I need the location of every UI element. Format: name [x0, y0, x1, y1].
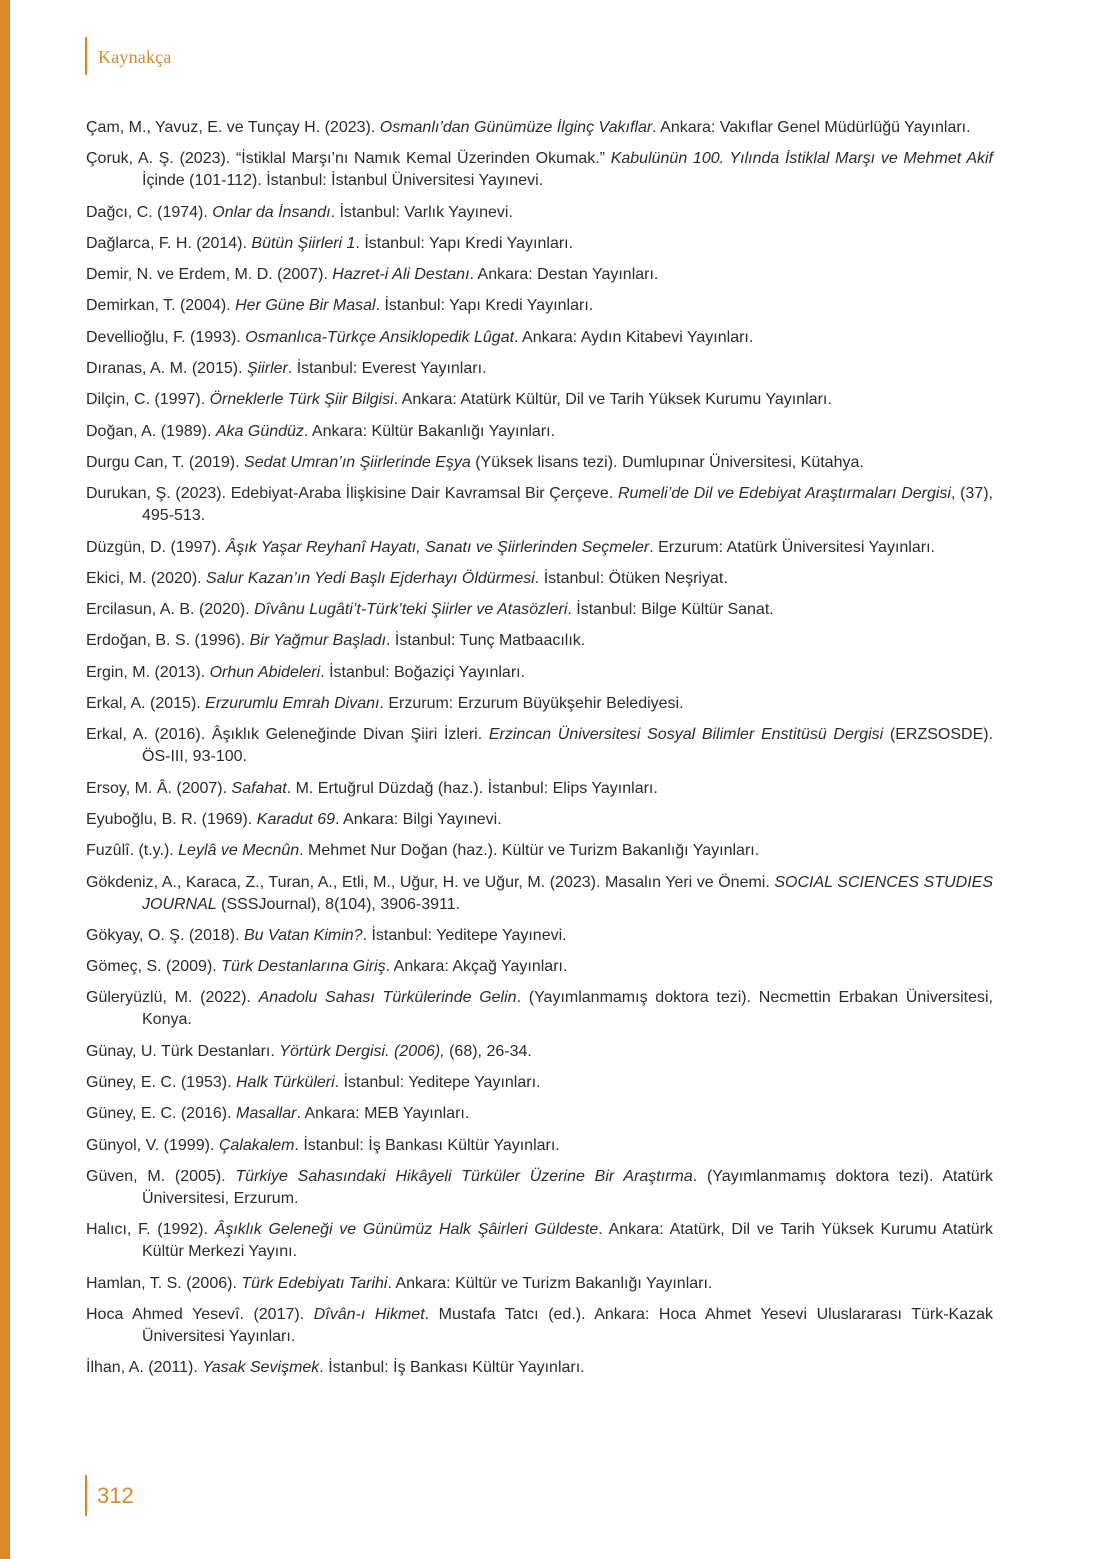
reference-entry [86, 117, 993, 139]
reference-text: Halıcı, F. (1992). [86, 1221, 215, 1239]
reference-text: Dilçin, C. (1997). [86, 391, 210, 409]
reference-text: . İstanbul: Everest Yayınları. [287, 360, 487, 378]
reference-text: Çam, M., Yavuz, E. ve Tunçay H. (2023). [86, 119, 380, 136]
reference-entry [86, 1219, 993, 1263]
reference-entry [86, 1273, 993, 1295]
reference-text: . İstanbul: Bilge Kültür Sanat. [567, 601, 774, 619]
reference-title: Hazret-i Ali Destanı [332, 266, 470, 284]
reference-text: Hamlan, T. S. (2006). [86, 1274, 242, 1292]
reference-title: Her Güne Bir Masal [235, 297, 376, 315]
reference-entry [86, 1357, 993, 1379]
reference-entry [86, 1135, 993, 1157]
reference-entry [86, 925, 993, 947]
reference-title: Dîvânu Lugâti’t-Türk’teki Şiirler ve Atasözleri [254, 601, 568, 619]
reference-text: . İstanbul: Yeditepe Yayınları. [334, 1074, 541, 1092]
page-header-title: Kaynakça [98, 47, 172, 67]
reference-entry [86, 599, 993, 621]
reference-entry [86, 840, 993, 862]
reference-text: Ergin, M. (2013). [86, 663, 210, 681]
reference-text: Günyol, V. (1999). [86, 1136, 219, 1154]
left-accent-band [0, 0, 10, 1559]
reference-text: Eyuboğlu, B. R. (1969). [86, 810, 257, 828]
reference-title: Dîvân-ı Hikmet [313, 1305, 425, 1323]
reference-title: Orhun Abideleri [209, 663, 321, 681]
reference-title: Aka Gündüz [215, 422, 304, 440]
reference-text: . Ankara: MEB Yayınları. [296, 1105, 470, 1123]
reference-text: . Erzurum: Erzurum Büyükşehir Belediyesi. [379, 695, 684, 713]
reference-text: Çoruk, A. Ş. (2023). “İstiklal Marşı’nı Namık Kemal Üzerinden Okumak.” [86, 150, 611, 168]
reference-text: Gökyay, O. Ş. (2018). [86, 926, 244, 944]
reference-text: . M. Ertuğrul Düzdağ (haz.). İstanbul: Elips Yayınları. [286, 779, 658, 797]
reference-entry [86, 1166, 993, 1210]
reference-text: . (Yayımlanmamış doktora tezi). Atatürk Üniversitesi, Erzurum. [142, 1167, 994, 1207]
reference-entry [86, 872, 993, 916]
reference-title: Türk Destanlarına Giriş [221, 958, 386, 976]
reference-entry [86, 327, 993, 349]
reference-title: Halk Türküleri [236, 1074, 335, 1092]
reference-title: SOCIAL SCIENCES STUDIES JOURNAL [142, 873, 993, 913]
reference-title: Sedat Umran’ın Şiirlerinde Eşya [244, 453, 471, 471]
reference-text: . İstanbul: Yapı Kredi Yayınları. [355, 234, 574, 252]
reference-text: Güleryüzlü, M. (2022). [86, 989, 259, 1007]
reference-entry [86, 987, 993, 1031]
reference-text: . İstanbul: İş Bankası Kültür Yayınları. [294, 1136, 560, 1154]
reference-text: İçinde (101-112). İstanbul: İstanbul Üniversitesi Yayınevi. [142, 172, 544, 190]
reference-text: , (37), 495-513. [142, 485, 993, 525]
reference-title: Anadolu Sahası Türkülerinde Gelin [258, 989, 517, 1007]
reference-text: . Ankara: Bilgi Yayınevi. [335, 810, 502, 828]
reference-text: . Mustafa Tatcı (ed.). Ankara: Hoca Ahmet Yesevi Uluslararası Türk-Kazak Üniversitesi Yayınları. [142, 1305, 994, 1345]
reference-text: Durgu Can, T. (2019). [86, 453, 245, 471]
reference-text: Doğan, A. (1989). [86, 422, 216, 440]
reference-text: . İstanbul: Boğaziçi Yayınları. [320, 663, 526, 681]
reference-entry [86, 537, 993, 559]
reference-text: . Ankara: Akçağ Yayınları. [385, 958, 568, 976]
reference-text: (SSSJournal), 8(104), 3906-3911. [216, 895, 461, 913]
reference-title: Safahat [231, 779, 287, 797]
reference-entry [86, 1304, 993, 1348]
reference-title: Karadut 69 [256, 810, 336, 828]
reference-entry [86, 421, 993, 443]
reference-text: Erkal, A. (2016). Âşıklık Geleneğinde Divan Şiiri İzleri. [86, 726, 489, 744]
reference-text: Dağcı, C. (1974). [86, 203, 213, 221]
reference-text: Hoca Ahmed Yesevî. (2017). [86, 1305, 314, 1323]
reference-title: Türkiye Sahasındaki Hikâyeli Türküler Üzerine Bir Araştırma [235, 1167, 693, 1185]
reference-entry [86, 483, 993, 527]
reference-entry [86, 1041, 993, 1063]
reference-text: . Erzurum: Atatürk Üniversitesi Yayınları. [649, 538, 935, 556]
reference-title: Leylâ ve Mecnûn [178, 842, 300, 860]
reference-title: Örneklerle Türk Şiir Bilgisi [209, 391, 394, 409]
reference-text: Güney, E. C. (1953). [86, 1074, 236, 1092]
reference-title: Bu Vatan Kimin? [243, 926, 363, 944]
reference-entry [86, 1072, 993, 1094]
reference-title: Osmanlı’dan Günümüze İlginç Vakıflar [379, 119, 653, 136]
reference-entry [86, 452, 993, 474]
reference-title: Kabulünün 100. Yılında İstiklal Marşı ve Mehmet Akif [610, 150, 994, 168]
reference-entry [86, 264, 993, 286]
reference-title: Rumeli’de Dil ve Edebiyat Araştırmaları Dergisi [617, 485, 951, 503]
reference-text: Demirkan, T. (2004). [86, 297, 236, 315]
reference-entry [86, 956, 993, 978]
reference-text: Erdoğan, B. S. (1996). [86, 632, 250, 650]
reference-title: Salur Kazan’ın Yedi Başlı Ejderhayı Öldürmesi [206, 569, 535, 587]
footer-divider [85, 1475, 87, 1516]
reference-text: . İstanbul: Yapı Kredi Yayınları. [375, 297, 594, 315]
reference-title: Yasak Sevişmek [202, 1359, 320, 1377]
reference-text: Ersoy, M. Â. (2007). [86, 779, 232, 797]
reference-text: Ekici, M. (2020). [86, 569, 207, 587]
reference-text: Erkal, A. (2015). [86, 695, 206, 713]
reference-title: Onlar da İnsandı [212, 203, 331, 221]
reference-text: Güney, E. C. (2016). [86, 1105, 236, 1123]
reference-entry [86, 148, 993, 192]
reference-title: Şiirler [246, 360, 288, 378]
reference-entry [86, 778, 993, 800]
page-number: 312 [97, 1483, 134, 1508]
reference-text: . İstanbul: Yeditepe Yayınevi. [362, 926, 567, 944]
reference-title: Âşık Yaşar Reyhanî Hayatı, Sanatı ve Şiirlerinden Seçmeler [225, 538, 650, 556]
reference-text: . Ankara: Kültür ve Turizm Bakanlığı Yayınları. [387, 1274, 713, 1292]
reference-text: (68), 26-34. [444, 1042, 532, 1060]
reference-text: Güven, M. (2005). [86, 1167, 236, 1185]
reference-title: Bir Yağmur Başladı [249, 632, 387, 650]
reference-text: . İstanbul: Ötüken Neşriyat. [534, 569, 728, 587]
reference-text: . İstanbul: Tunç Matbaacılık. [386, 632, 586, 650]
reference-title: Bütün Şiirleri 1 [251, 234, 356, 252]
reference-entry [86, 568, 993, 590]
reference-text: Ercilasun, A. B. (2020). [86, 601, 255, 619]
reference-text: . İstanbul: İş Bankası Kültür Yayınları. [319, 1359, 585, 1377]
reference-text: . Ankara: Atatürk, Dil ve Tarih Yüksek Kurumu Atatürk Kültür Merkezi Yayını. [142, 1221, 994, 1261]
reference-title: Yörtürk Dergisi. (2006), [279, 1042, 445, 1060]
reference-text: Fuzûlî. (t.y.). [86, 842, 179, 860]
reference-text: . Ankara: Vakıflar Genel Müdürlüğü Yayınları. [652, 119, 971, 136]
reference-text: Durukan, Ş. (2023). Edebiyat-Araba İlişkisine Dair Kavramsal Bir Çerçeve. [86, 485, 618, 503]
reference-text: Devellioğlu, F. (1993). [86, 328, 246, 346]
reference-entry [86, 202, 993, 224]
reference-entry [86, 295, 993, 317]
reference-title: Âşıklık Geleneği ve Günümüz Halk Şâirleri Güldeste [214, 1221, 599, 1239]
reference-text: Günay, U. Türk Destanları. [86, 1042, 280, 1060]
reference-text: (ERZSOSDE). ÖS-III, 93-100. [142, 726, 994, 766]
reference-text: (Yüksek lisans tezi). Dumlupınar Üniversitesi, Kütahya. [470, 453, 864, 471]
reference-text: . Ankara: Kültür Bakanlığı Yayınları. [303, 422, 556, 440]
reference-entry [86, 389, 993, 411]
reference-title: Türk Edebiyatı Tarihi [241, 1274, 388, 1292]
reference-text: . Mehmet Nur Doğan (haz.). Kültür ve Turizm Bakanlığı Yayınları. [299, 842, 760, 860]
reference-text: . (Yayımlanmamış doktora tezi). Necmettin Erbakan Üniversitesi, Konya. [142, 989, 994, 1029]
reference-text: Düzgün, D. (1997). [86, 538, 226, 556]
reference-text: Dıranas, A. M. (2015). [86, 360, 247, 378]
reference-text: . Ankara: Destan Yayınları. [469, 266, 659, 284]
reference-entry [86, 233, 993, 255]
reference-title: Erzurumlu Emrah Divanı [205, 695, 380, 713]
reference-entry [86, 662, 993, 684]
reference-entry [86, 1103, 993, 1125]
reference-text: . Ankara: Atatürk Kültür, Dil ve Tarih Yüksek Kurumu Yayınları. [393, 391, 832, 409]
reference-entry [86, 809, 993, 831]
reference-title: Masallar [236, 1105, 297, 1123]
reference-entry [86, 693, 993, 715]
reference-entry [86, 724, 993, 768]
reference-text: Gömeç, S. (2009). [86, 958, 222, 976]
reference-text: Demir, N. ve Erdem, M. D. (2007). [86, 266, 333, 284]
reference-title: Erzincan Üniversitesi Sosyal Bilimler Enstitüsü Dergisi [488, 726, 884, 744]
reference-title: Osmanlıca-Türkçe Ansiklopedik Lûgat [245, 328, 515, 346]
reference-entry [86, 358, 993, 380]
reference-text: . İstanbul: Varlık Yayınevi. [330, 203, 513, 221]
reference-list [86, 117, 993, 1388]
header-divider [85, 37, 87, 75]
reference-text: Gökdeniz, A., Karaca, Z., Turan, A., Etli, M., Uğur, H. ve Uğur, M. (2023). Masalın Yeri ve Önemi. [86, 873, 775, 891]
reference-text: Dağlarca, F. H. (2014). [86, 234, 252, 252]
reference-text: . Ankara: Aydın Kitabevi Yayınları. [514, 328, 754, 346]
reference-entry [86, 630, 993, 652]
reference-title: Çalakalem [218, 1136, 295, 1154]
reference-text: İlhan, A. (2011). [86, 1359, 203, 1377]
